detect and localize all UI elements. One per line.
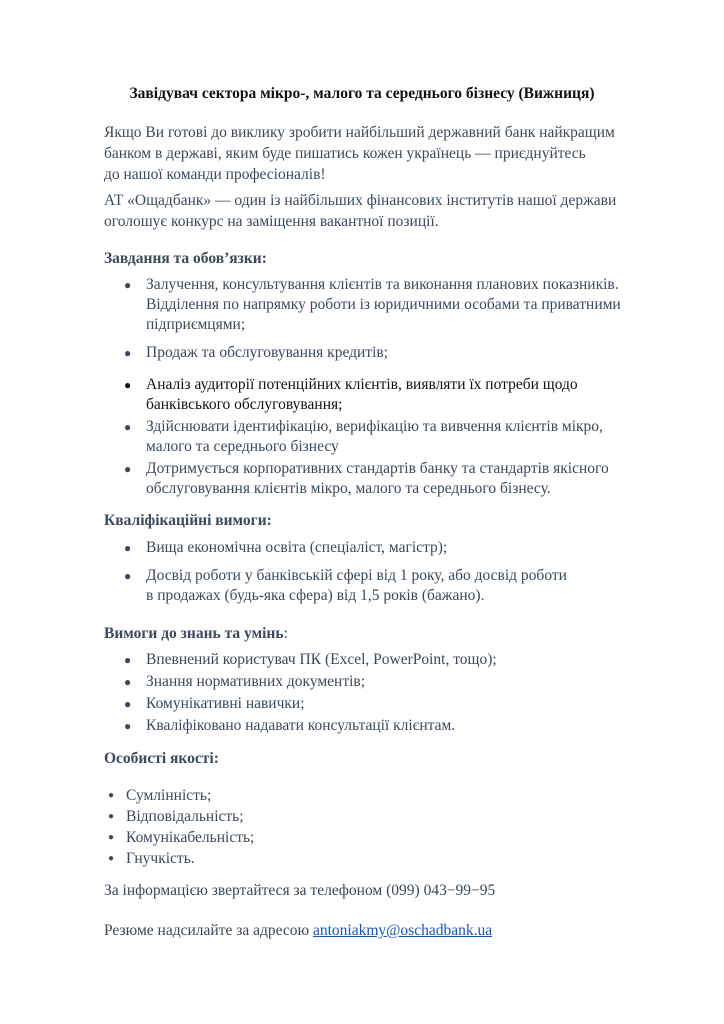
email-link[interactable]: antoniakmy@oschadbank.ua — [312, 922, 493, 939]
bullet-icon: ● — [124, 697, 132, 711]
personal-heading: Особисті якості: — [104, 750, 219, 767]
list-item: ● Здійснювати ідентифікацію, верифікацію та вивчення клієнтів мікро, малого та середнього бізнесу — [124, 418, 603, 455]
bullet-icon: ● — [108, 832, 115, 843]
bullet-icon: ● — [124, 675, 132, 689]
skills-heading-colon: : — [283, 625, 288, 642]
bullet-icon: ● — [108, 790, 115, 801]
bullet-icon: ● — [124, 278, 132, 292]
qualifications-list — [124, 538, 567, 606]
bullet-icon: ● — [124, 462, 132, 476]
list-item: ● Залучення, консультування клієнтів та виконання планових показників. Відділення по напрямку роботи із юридичними особами та приватними підприємцями; — [124, 276, 621, 333]
list-item: ● Знання нормативних документів; — [124, 673, 366, 690]
bullet-icon: ● — [124, 346, 132, 360]
skills-heading — [104, 625, 288, 643]
phone-text: За інформацією звертайтеся за телефоном (099) 043−99−95 — [104, 882, 496, 899]
bullet-icon: ● — [124, 569, 132, 583]
intro-line: банком в державі, яким буде пишатись кожен українець — приєднуйтесь — [104, 145, 586, 162]
bullet-icon: ● — [124, 420, 132, 434]
bullet-icon: ● — [124, 719, 132, 733]
phone-contact — [104, 880, 664, 901]
skills-heading-text: Вимоги до знань та умінь — [104, 625, 284, 642]
bullet-icon: ● — [108, 811, 115, 822]
resume-prefix: Резюме надсилайте за адресою — [104, 922, 313, 939]
company-line: АТ «Ощадбанк» — один із найбільших фінансових інститутів нашої держави — [104, 192, 617, 209]
company-line: оголошує конкурс на заміщення вакантної позиції. — [104, 213, 439, 230]
bullet-icon: ● — [108, 853, 115, 864]
bullet-icon: ● — [124, 653, 132, 667]
list-item: ● Гнучкість. — [108, 850, 195, 867]
qualifications-heading: Кваліфікаційні вимоги: — [104, 512, 272, 529]
skills-list — [124, 650, 497, 736]
list-item: ● Аналіз аудиторії потенційних клієнтів, виявляти їх потреби щодо банківського обслуговування; — [124, 376, 578, 413]
duties-heading: Завдання та обов’язки: — [104, 250, 267, 267]
list-item: ● Досвід роботи у банківській сфері від 1 року, або досвід роботи в продажах (будь-яка сфера) від 1,5 років (бажано). — [124, 567, 567, 604]
resume-contact — [104, 920, 664, 941]
intro-paragraph — [104, 122, 664, 185]
duties-list — [124, 275, 621, 499]
list-item: ● Відповідальність; — [108, 808, 244, 825]
list-item: ● Продаж та обслуговування кредитів; — [124, 344, 389, 361]
intro-line: Якщо Ви готові до виклику зробити найбільший державний банк найкращим — [104, 124, 615, 141]
list-item: ● Кваліфіковано надавати консультації клієнтам. — [124, 717, 456, 734]
bullet-icon: ● — [124, 378, 132, 392]
personal-list — [108, 786, 255, 869]
list-item: ● Дотримується корпоративних стандартів банку та стандартів якісного обслуговування клієнтів мікро, малого та середнього бізнесу. — [124, 460, 609, 497]
company-paragraph — [104, 190, 664, 232]
intro-line: до нашої команди професіоналів! — [104, 166, 326, 183]
list-item: ● Комунікабельність; — [108, 829, 255, 846]
list-item: ● Вища економічна освіта (спеціаліст, магістр); — [124, 539, 448, 556]
list-item: ● Комунікативні навички; — [124, 695, 305, 712]
list-item: ● Впевнений користувач ПК (Excel, PowerPoint, тощо); — [124, 651, 497, 668]
list-item: ● Сумлінність; — [108, 787, 212, 804]
page-title: Завідувач сектора мікро-, малого та середнього бізнесу (Вижниця) — [129, 85, 595, 102]
bullet-icon: ● — [124, 541, 132, 555]
